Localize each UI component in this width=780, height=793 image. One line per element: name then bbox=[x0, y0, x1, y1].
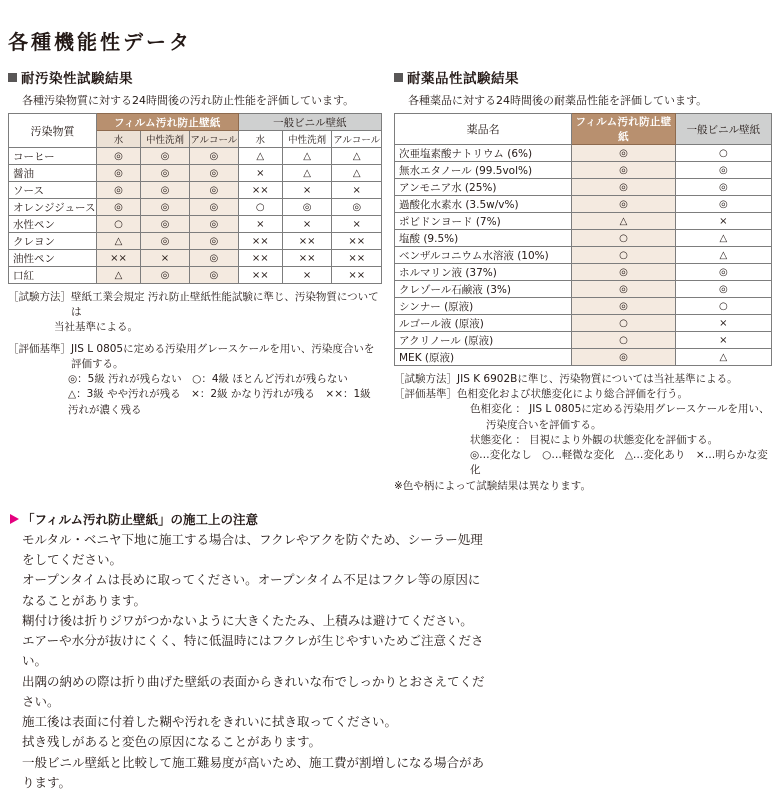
table-row bbox=[395, 298, 772, 315]
stain-cell-value: ◎ bbox=[141, 182, 190, 199]
table-row bbox=[395, 281, 772, 298]
chemical-row-label: クレゾール石鹸液 (3%) bbox=[395, 281, 572, 298]
stain-cell-value: ◎ bbox=[189, 267, 238, 284]
stain-subheader-film-water: 水 bbox=[96, 131, 140, 148]
chemical-cell-value: ◎ bbox=[572, 298, 675, 315]
stain-row-label: オレンジジュース bbox=[9, 199, 97, 216]
chemical-cell-value: ◎ bbox=[675, 196, 771, 213]
chemical-cell-value: ◎ bbox=[675, 162, 771, 179]
stain-section-heading bbox=[8, 67, 382, 87]
stain-notes bbox=[8, 290, 382, 418]
stain-group-header-general: 一般ビニル壁紙 bbox=[238, 114, 381, 131]
table-row bbox=[9, 216, 382, 233]
stain-method-label: ［試験方法］ bbox=[8, 290, 71, 320]
stain-cell-value: ◎ bbox=[189, 216, 238, 233]
table-row bbox=[395, 264, 772, 281]
table-row bbox=[9, 233, 382, 250]
chemical-cell-value: ◎ bbox=[572, 145, 675, 162]
chemical-row-label: 無水エタノール (99.5vol%) bbox=[395, 162, 572, 179]
two-column-area bbox=[0, 67, 780, 494]
chemical-cell-value: ○ bbox=[572, 315, 675, 332]
chemical-cell-value: ○ bbox=[675, 145, 771, 162]
stain-cell-value: ×× bbox=[238, 267, 282, 284]
chemical-section-description: 各種薬品に対する24時間後の耐薬品性能を評価しています。 bbox=[408, 92, 772, 108]
caution-item: 施工後は表面に付着した糊や汚れをきれいに拭き取ってください。 bbox=[22, 712, 492, 732]
table-row bbox=[395, 230, 772, 247]
caution-title bbox=[10, 510, 780, 528]
chemical-row-label: 次亜塩素酸ナトリウム (6%) bbox=[395, 145, 572, 162]
chemical-cell-value: × bbox=[675, 315, 771, 332]
stain-cell-value: × bbox=[238, 165, 282, 182]
table-row bbox=[395, 162, 772, 179]
stain-cell-value: △ bbox=[238, 148, 282, 165]
stain-cell-value: × bbox=[332, 216, 382, 233]
page-title: 各種機能性データ bbox=[8, 26, 780, 55]
stain-cell-value: ◎ bbox=[96, 182, 140, 199]
stain-cell-value: △ bbox=[282, 148, 332, 165]
chemical-cell-value: ◎ bbox=[572, 349, 675, 366]
table-row bbox=[9, 250, 382, 267]
chemical-row-label: 塩酸 (9.5%) bbox=[395, 230, 572, 247]
stain-subheader-film-alcohol: アルコール bbox=[189, 131, 238, 148]
chemical-group-header-general: 一般ビニル壁紙 bbox=[675, 114, 771, 145]
caution-item: 出隅の納めの際は折り曲げた壁紙の表面からきれいな布でしっかりとおさえてください。 bbox=[22, 672, 492, 713]
stain-row-label: ソース bbox=[9, 182, 97, 199]
table-row bbox=[9, 148, 382, 165]
stain-cell-value: △ bbox=[282, 165, 332, 182]
chemical-criteria-text: 色相変化および状態変化により総合評価を行う。 bbox=[457, 387, 688, 402]
chemical-cell-value: ◎ bbox=[675, 179, 771, 196]
stain-group-header-film: フィルム汚れ防止壁紙 bbox=[96, 114, 238, 131]
chemical-cell-value: ◎ bbox=[572, 196, 675, 213]
stain-method-text: 壁紙工業会規定 汚れ防止壁紙性能試験に準じ、汚染物質については bbox=[71, 290, 382, 320]
chemical-heading-text: 耐薬品性試験結果 bbox=[407, 67, 519, 87]
stain-row-label: 油性ペン bbox=[9, 250, 97, 267]
stain-cell-value: ◎ bbox=[189, 233, 238, 250]
table-row bbox=[395, 247, 772, 264]
table-row bbox=[9, 267, 382, 284]
table-row bbox=[9, 199, 382, 216]
chemical-cell-value: ◎ bbox=[572, 162, 675, 179]
stain-cell-value: ◎ bbox=[332, 199, 382, 216]
stain-cell-value: △ bbox=[332, 148, 382, 165]
stain-resistance-column bbox=[0, 67, 390, 494]
chemical-footnote: ※色や柄によって試験結果は異なります。 bbox=[394, 479, 772, 494]
caution-item: 一般ビニル壁紙と比較して施工難易度が高いため、施工費が割増しになる場合があります。 bbox=[22, 753, 492, 793]
stain-heading-text: 耐汚染性試験結果 bbox=[21, 67, 133, 87]
square-bullet-icon bbox=[394, 73, 403, 82]
chemical-hue-line-1: 色相変化 ： JIS L 0805に定める汚染用グレースケールを用い、 bbox=[470, 402, 772, 417]
stain-cell-value: ◎ bbox=[141, 216, 190, 233]
table-row bbox=[9, 165, 382, 182]
stain-cell-value: ◎ bbox=[96, 148, 140, 165]
chemical-cell-value: ○ bbox=[572, 247, 675, 264]
chemical-row-label: MEK (原液) bbox=[395, 349, 572, 366]
stain-subheader-general-detergent: 中性洗剤 bbox=[282, 131, 332, 148]
triangle-bullet-icon bbox=[10, 514, 19, 524]
stain-subheader-film-detergent: 中性洗剤 bbox=[141, 131, 190, 148]
stain-cell-value: ◎ bbox=[141, 148, 190, 165]
stain-cell-value: ×× bbox=[96, 250, 140, 267]
stain-cell-value: × bbox=[282, 216, 332, 233]
stain-cell-value: ×× bbox=[332, 233, 382, 250]
chemical-row-label: アクリノール (原液) bbox=[395, 332, 572, 349]
stain-row-label: 水性ペン bbox=[9, 216, 97, 233]
chemical-cell-value: × bbox=[675, 213, 771, 230]
stain-scale-line-2: △：3級 やや汚れが残る ×：2級 かなり汚れが残る ××：1級 汚れが濃く残る bbox=[68, 387, 382, 417]
stain-cell-value: ◎ bbox=[141, 165, 190, 182]
chemical-method-label: ［試験方法］ bbox=[394, 372, 457, 387]
stain-cell-value: △ bbox=[332, 165, 382, 182]
stain-cell-value: ○ bbox=[238, 199, 282, 216]
chemical-corner-header: 薬品名 bbox=[395, 114, 572, 145]
chemical-row-label: ベンザルコニウム水溶液 (10%) bbox=[395, 247, 572, 264]
chemical-method-text: JIS K 6902Bに準じ、汚染物質については当社基準による。 bbox=[457, 372, 738, 387]
table-header-row bbox=[9, 114, 382, 131]
stain-cell-value: × bbox=[332, 182, 382, 199]
stain-cell-value: ×× bbox=[282, 250, 332, 267]
stain-resistance-table bbox=[8, 113, 382, 284]
stain-row-label: コーヒー bbox=[9, 148, 97, 165]
chemical-cell-value: △ bbox=[675, 230, 771, 247]
stain-row-label: 口紅 bbox=[9, 267, 97, 284]
stain-cell-value: × bbox=[282, 182, 332, 199]
table-row bbox=[395, 349, 772, 366]
stain-cell-value: ◎ bbox=[96, 165, 140, 182]
chemical-state-line: 状態変化 ： 目視により外観の状態変化を評価する。 bbox=[470, 433, 772, 448]
stain-cell-value: ◎ bbox=[141, 267, 190, 284]
chemical-cell-value: ◎ bbox=[572, 264, 675, 281]
stain-subheader-general-alcohol: アルコール bbox=[332, 131, 382, 148]
caution-title-text: 「フィルム汚れ防止壁紙」の施工上の注意 bbox=[22, 510, 258, 528]
chemical-cell-value: ◎ bbox=[572, 179, 675, 196]
chemical-row-label: アンモニア水 (25%) bbox=[395, 179, 572, 196]
stain-cell-value: ×× bbox=[332, 250, 382, 267]
chemical-cell-value: × bbox=[675, 332, 771, 349]
table-row bbox=[395, 213, 772, 230]
stain-cell-value: ◎ bbox=[189, 165, 238, 182]
stain-cell-value: ◎ bbox=[189, 182, 238, 199]
stain-cell-value: ×× bbox=[238, 182, 282, 199]
stain-criteria-label: ［評価基準］ bbox=[8, 342, 71, 372]
chemical-cell-value: △ bbox=[572, 213, 675, 230]
chemical-resistance-table bbox=[394, 113, 772, 366]
stain-scale-line-1: ◎：5級 汚れが残らない ○：4級 ほとんど汚れが残らない bbox=[68, 372, 382, 387]
table-header-row bbox=[395, 114, 772, 145]
caution-item-list bbox=[10, 530, 780, 793]
chemical-scale-line: ◎…変化なし ○…軽微な変化 △…変化あり ×…明らかな変化 bbox=[470, 448, 772, 478]
stain-cell-value: ×× bbox=[282, 233, 332, 250]
chemical-cell-value: ○ bbox=[572, 230, 675, 247]
chemical-resistance-column bbox=[390, 67, 780, 494]
chemical-row-label: ポビドンヨード (7%) bbox=[395, 213, 572, 230]
stain-criteria-text: JIS L 0805に定める汚染用グレースケールを用い、汚染度合いを評価する。 bbox=[71, 342, 382, 372]
stain-cell-value: △ bbox=[96, 233, 140, 250]
chemical-row-label: ルゴール液 (原液) bbox=[395, 315, 572, 332]
stain-cell-value: ◎ bbox=[189, 148, 238, 165]
stain-method-text-2: 当社基準による。 bbox=[54, 320, 382, 335]
chemical-notes bbox=[394, 372, 772, 494]
stain-cell-value: ◎ bbox=[189, 250, 238, 267]
chemical-cell-value: ◎ bbox=[675, 264, 771, 281]
table-row bbox=[395, 179, 772, 196]
stain-cell-value: △ bbox=[96, 267, 140, 284]
table-row bbox=[9, 182, 382, 199]
stain-cell-value: ×× bbox=[238, 233, 282, 250]
stain-cell-value: ○ bbox=[96, 216, 140, 233]
chemical-row-label: 過酸化水素水 (3.5w/v%) bbox=[395, 196, 572, 213]
stain-cell-value: ◎ bbox=[189, 199, 238, 216]
stain-cell-value: ◎ bbox=[282, 199, 332, 216]
chemical-cell-value: △ bbox=[675, 247, 771, 264]
chemical-row-label: シンナー (原液) bbox=[395, 298, 572, 315]
table-row bbox=[395, 332, 772, 349]
chemical-row-label: ホルマリン液 (37%) bbox=[395, 264, 572, 281]
stain-cell-value: ×× bbox=[332, 267, 382, 284]
document-page bbox=[0, 26, 780, 781]
chemical-criteria-label: ［評価基準］ bbox=[394, 387, 457, 402]
stain-section-description: 各種汚染物質に対する24時間後の汚れ防止性能を評価しています。 bbox=[22, 92, 382, 108]
caution-item: 糊付け後は折りジワがつかないように大きくたたみ、上積みは避けてください。 bbox=[22, 611, 492, 631]
chemical-cell-value: △ bbox=[675, 349, 771, 366]
chemical-cell-value: ◎ bbox=[675, 281, 771, 298]
stain-cell-value: ◎ bbox=[141, 233, 190, 250]
caution-item: 拭き残しがあると変色の原因になることがあります。 bbox=[22, 732, 492, 752]
table-row bbox=[395, 315, 772, 332]
installation-caution-block bbox=[10, 510, 780, 793]
stain-row-label: 醤油 bbox=[9, 165, 97, 182]
chemical-section-heading bbox=[394, 67, 772, 87]
stain-cell-value: × bbox=[282, 267, 332, 284]
stain-subheader-general-water: 水 bbox=[238, 131, 282, 148]
chemical-cell-value: ○ bbox=[572, 332, 675, 349]
stain-cell-value: ◎ bbox=[141, 199, 190, 216]
caution-item: モルタル・ベニヤ下地に施工する場合は、フクレやアクを防ぐため、シーラー処理をしてください。 bbox=[22, 530, 492, 571]
stain-cell-value: × bbox=[238, 216, 282, 233]
chemical-group-header-film: フィルム汚れ防止壁紙 bbox=[572, 114, 675, 145]
stain-corner-header: 汚染物質 bbox=[9, 114, 97, 148]
stain-cell-value: × bbox=[141, 250, 190, 267]
table-row bbox=[395, 196, 772, 213]
stain-row-label: クレヨン bbox=[9, 233, 97, 250]
table-row bbox=[395, 145, 772, 162]
chemical-cell-value: ◎ bbox=[572, 281, 675, 298]
caution-item: エアーや水分が抜けにくく、特に低温時にはフクレが生じやすいためご注意ください。 bbox=[22, 631, 492, 672]
stain-cell-value: ◎ bbox=[96, 199, 140, 216]
caution-item: オープンタイムは長めに取ってください。オープンタイム不足はフクレ等の原因になることがあります。 bbox=[22, 570, 492, 611]
chemical-cell-value: ○ bbox=[675, 298, 771, 315]
stain-cell-value: ×× bbox=[238, 250, 282, 267]
chemical-hue-line-2: 汚染度合いを評価する。 bbox=[486, 418, 772, 433]
square-bullet-icon bbox=[8, 73, 17, 82]
